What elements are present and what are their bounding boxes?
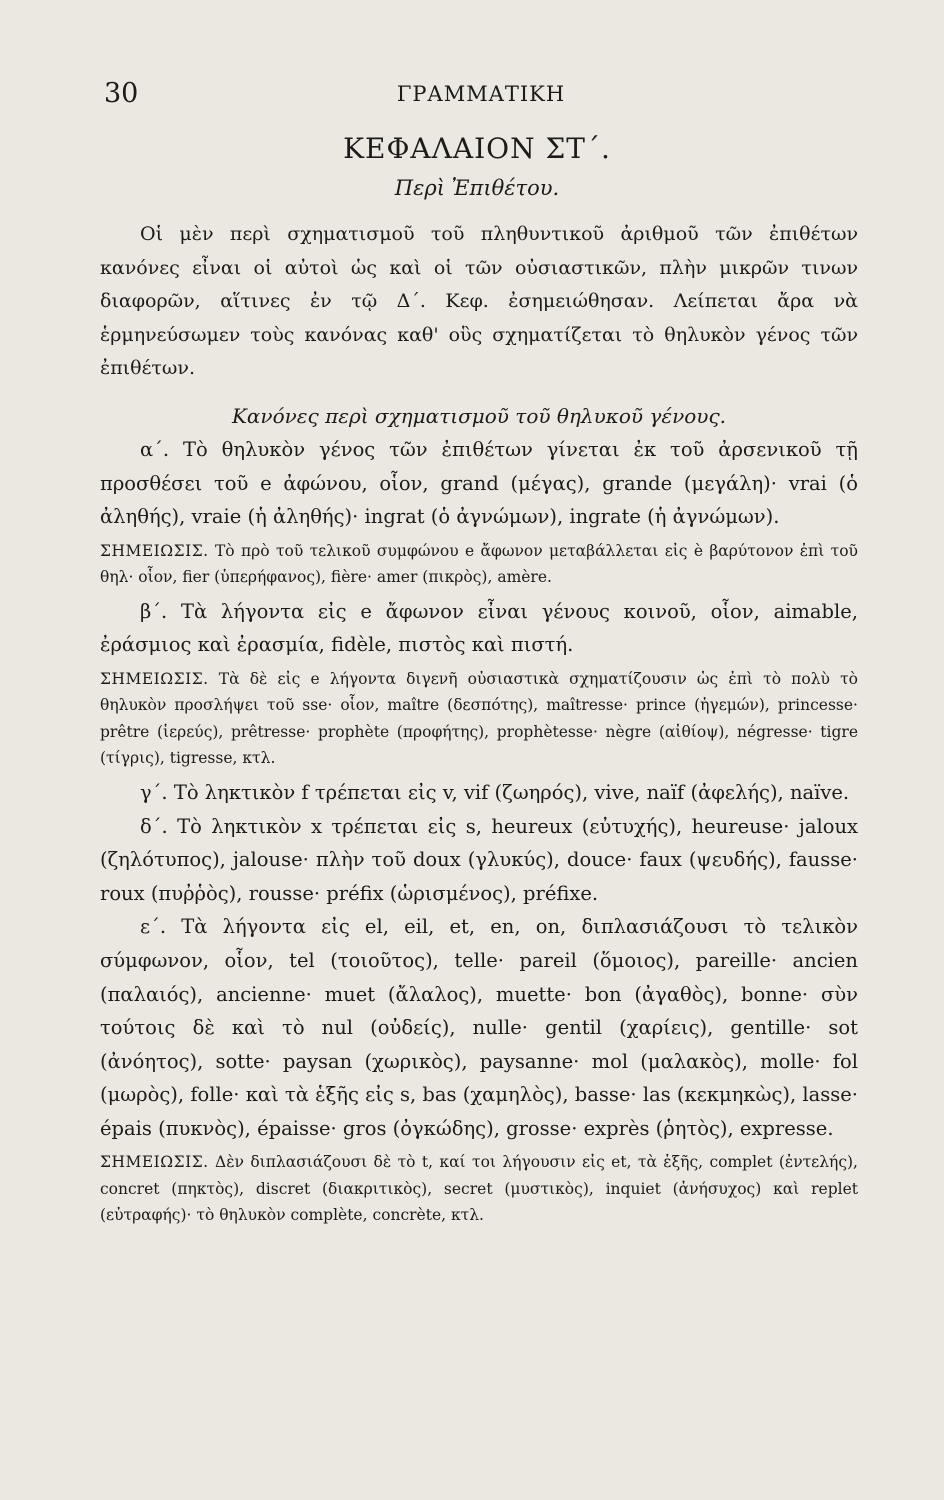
rule-paragraph <box>100 776 858 810</box>
rule-text: Τὸ θηλυκὸν γένος τῶν ἐπιθέτων γίνεται ἐκ τοῦ ἀρσενικοῦ τῇ προσθέσει τοῦ e ἀφώνου, οἷον, grand (μέγας), grande (μεγάλη)· vrai (ὁ ἀληθής), vraie (ἡ ἀληθής)· ingrat (ὁ ἀγνώμων), ingrate (ἡ ἀγνώμων). <box>100 437 858 529</box>
rule-text: Τὰ λήγοντα εἰς e ἄφωνον εἶναι γένους κοινοῦ, οἷον, aimable, ἐράσμιος καὶ ἐρασμία, fidèle, πιστὸς καὶ πιστή. <box>100 599 858 657</box>
note-text: Τὰ δὲ εἰς e λήγοντα διγενῆ οὐσιαστικὰ σχηματίζουσιν ὡς ἐπὶ τὸ πολὺ τὸ θηλυκὸν προσλήψει τοῦ sse· οἷον, maître (δεσπότης), maîtresse· prince (ἡγεμών), princesse· prêtre (ἱερεύς), prêtresse· prophète (προφήτης), prophètesse· nègre (αἰθίοψ), négresse· tigre (τίγρις), tigresse, κτλ. <box>100 669 858 768</box>
rule-text: Τὰ λήγοντα εἰς el, eil, et, en, on, διπλασιάζουσι τὸ τελικὸν σύμφωνον, οἷον, tel (τοιοῦτος), telle· pareil (ὅμοιος), pareille· ancien (παλαιός), ancienne· muet (ἄλαλος), muette· bon (ἀγαθὸς), bonne· σὺν τούτοις δὲ καὶ τὸ nul (οὐδείς), nulle· gentil (χαρίεις), gentille· sot (ἀνόητος), sotte· paysan (χωρικὸς), paysanne· mol (μαλακὸς), molle· fol (μωρὸς), folle· καὶ τὰ ἑξῆς εἰς s, bas (χαμηλὸς), basse· las (κεκμηκὼς), lasse· épais (πυκνὸς), épaisse· gros (ὀγκώδης), grosse· exprès (ῥητὸς), expresse. <box>100 915 859 1140</box>
rule-paragraph <box>100 595 858 662</box>
note-label: ΣΗΜΕΙΩΣΙΣ. <box>100 1153 209 1172</box>
rule-marker: ε΄. <box>140 915 167 939</box>
rule-text: Τὸ ληκτικὸν f τρέπεται εἰς v, vif (ζωηρός), vive, naïf (ἀφελής), naïve. <box>173 780 850 804</box>
note-label: ΣΗΜΕΙΩΣΙΣ. <box>100 669 209 688</box>
chapter-subtitle: Περὶ Ἐπιθέτου. <box>394 176 560 200</box>
page-body <box>100 218 858 1233</box>
rule-note <box>100 1149 858 1229</box>
chapter-title: ΚΕΦΑΛΑΙΟΝ ΣΤ΄. <box>343 132 611 165</box>
note-label: ΣΗΜΕΙΩΣΙΣ. <box>100 541 209 560</box>
note-text: Δὲν διπλασιάζουσι δὲ τὸ t, καί τοι λήγουσιν εἰς et, τὰ ἑξῆς, complet (ἐντελής), concret (πηκτὸς), discret (διακριτικὸς), secret (μυστικὸς), inquiet (ἀνήσυχος) καὶ replet (εὐτραφής)· τὸ θηλυκὸν complète, concrète, κτλ. <box>100 1153 858 1225</box>
rule-marker: α΄. <box>140 437 170 461</box>
rule-note <box>100 666 858 772</box>
section-heading: Κανόνες περὶ σχηματισμοῦ τοῦ θηλυκοῦ γένους. <box>231 403 727 428</box>
note-text: Τὸ πρὸ τοῦ τελικοῦ συμφώνου e ἄφωνον μεταβάλλεται εἰς è βαρύτονον ἐπὶ τοῦ θηλ· οἷον, fier (ὑπερήφανος), fière· amer (πικρὸς), amère. <box>100 541 858 587</box>
rule-marker: γ΄. <box>140 780 168 804</box>
rule-text: Τὸ ληκτικὸν x τρέπεται εἰς s, heureux (εὐτυχής), heureuse· jaloux (ζηλότυπος), jalouse· πλὴν τοῦ doux (γλυκύς), douce· faux (ψευδής), fausse· roux (πυῤῥὸς), rousse· préfix (ὡρισμένος), préfixe. <box>100 814 858 905</box>
page-header <box>104 78 858 114</box>
running-title: ΓΡΑΜΜΑΤΙΚΗ <box>396 82 566 106</box>
rule-note <box>100 538 858 591</box>
intro-paragraph: Οἱ μὲν περὶ σχηματισμοῦ τοῦ πληθυντικοῦ ἀριθμοῦ τῶν ἐπιθέτων κανόνες εἶναι οἱ αὐτοὶ ὡς καὶ οἱ τῶν οὐσιαστικῶν, πλὴν μικρῶν τινων διαφορῶν, αἵτινες ἐν τῷ Δ΄. Κεφ. ἐσημειώθησαν. Λείπεται ἄρα νὰ ἑρμηνεύσωμεν τοὺς κανόνας καθ' οὓς σχηματίζεται τὸ θηλυκὸν γένος τῶν ἐπιθέτων. <box>100 223 858 380</box>
rule-paragraph <box>100 433 858 534</box>
rule-marker: δ΄. <box>140 814 168 838</box>
rule-marker: β΄. <box>140 599 168 623</box>
rule-paragraph <box>100 910 858 1145</box>
page-number: 30 <box>104 78 139 109</box>
rule-paragraph <box>100 810 858 911</box>
